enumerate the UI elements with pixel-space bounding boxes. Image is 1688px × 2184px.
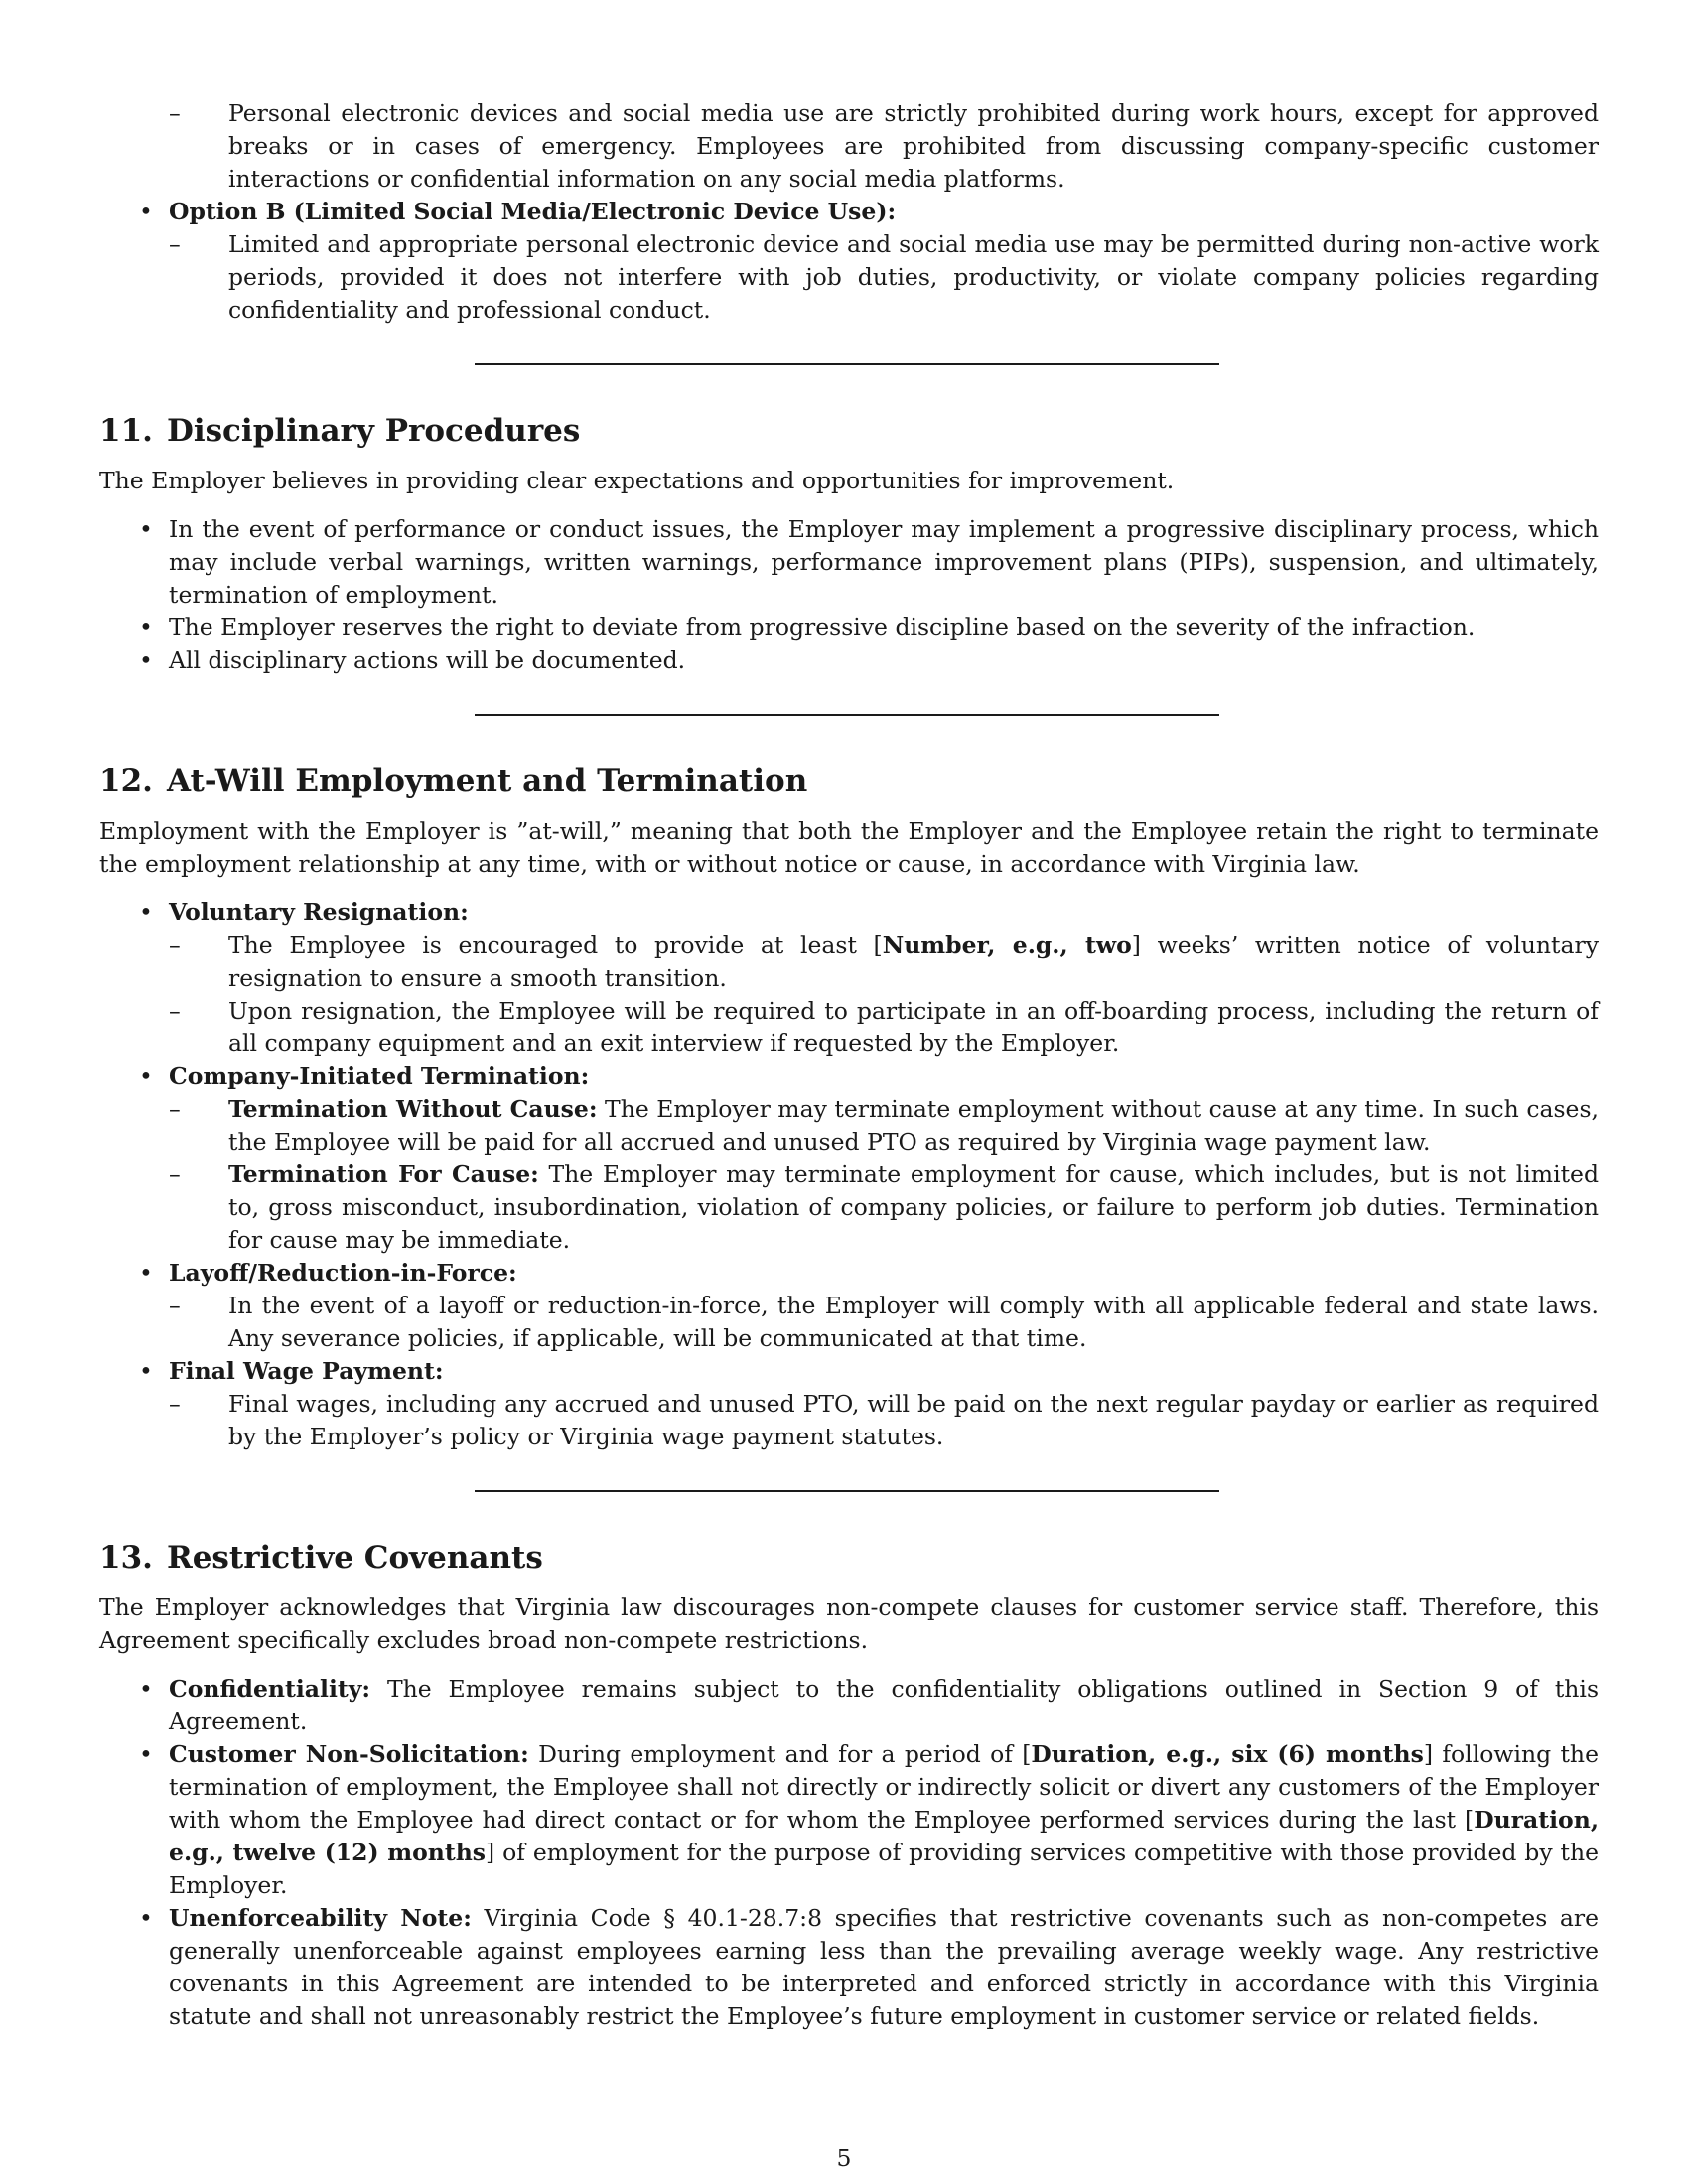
bullet-icon: • <box>139 1740 153 1768</box>
item-title: Voluntary Resignation: <box>169 898 469 926</box>
section-intro: The Employer acknowledges that Virginia law discourages non-compete clauses for customer service staff. Therefore, this Agreement specifically excludes broad non-compete restrictions. <box>99 1593 1599 1654</box>
list-item <box>99 1257 1599 1355</box>
text-run: The Employee is encouraged to provide at least [ <box>228 931 883 959</box>
item-text: The Employee remains subject to the confidentiality obligations outlined in Section 9 of this Agreement. <box>169 1675 1599 1735</box>
section-11-list <box>99 513 1599 677</box>
section-13-list <box>99 1673 1599 2033</box>
bullet-icon: • <box>139 1675 153 1703</box>
dash-icon: – <box>169 99 181 127</box>
list-item <box>99 1738 1599 1902</box>
item-text: Final wages, including any accrued and unused PTO, will be paid on the next regular payday or earlier as required by the Employer’s policy or Virginia wage payment statutes. <box>228 1390 1599 1450</box>
list-item <box>99 513 1599 612</box>
top-list <box>99 97 1599 327</box>
bullet-icon: • <box>139 515 153 543</box>
bullet-icon: • <box>139 646 153 674</box>
bullet-icon: • <box>139 1062 153 1090</box>
bullet-icon: • <box>139 614 153 641</box>
placeholder-text: Duration, e.g., twelve (12) months <box>169 1806 1599 1866</box>
item-label: Termination Without Cause: <box>228 1095 598 1123</box>
list-item <box>99 97 1599 196</box>
sub-list <box>169 1290 1599 1355</box>
bullet-icon: • <box>139 898 153 926</box>
item-text: Limited and appropriate personal electronic device and social media use may be permitted during non-active work periods, provided it does not interfere with job duties, productivity, or violate company policies regarding confidentiality and professional conduct. <box>228 230 1599 324</box>
list-item <box>99 612 1599 644</box>
dash-icon: – <box>169 230 181 258</box>
list-item <box>169 929 1599 995</box>
section-title: Restrictive Covenants <box>166 1540 543 1575</box>
item-label: Termination For Cause: <box>228 1160 539 1188</box>
dash-icon: – <box>169 997 181 1024</box>
list-item <box>169 1290 1599 1355</box>
item-text: The Employer may terminate employment without cause at any time. In such cases, the Employee will be paid for all accrued and unused PTO as required by Virginia wage payment law. <box>228 1095 1599 1156</box>
placeholder-text: Duration, e.g., six (6) months <box>1031 1740 1424 1768</box>
item-text: All disciplinary actions will be documented. <box>169 646 686 674</box>
bullet-icon: • <box>139 1259 153 1287</box>
item-label: Confidentiality: <box>169 1675 371 1703</box>
sub-list <box>169 97 1599 196</box>
list-item <box>99 196 1599 327</box>
item-text: The Employer may terminate employment for cause, which includes, but is not limited to, gross misconduct, insubordination, violation of company policies, or failure to perform job duties. Termination for cause may be immediate. <box>228 1160 1600 1254</box>
list-item <box>99 1355 1599 1453</box>
item-title: Company-Initiated Termination: <box>169 1062 590 1090</box>
section-divider <box>475 714 1219 716</box>
list-item <box>99 1673 1599 1738</box>
dash-icon: – <box>169 1095 181 1123</box>
placeholder-text: Number, e.g., two <box>882 931 1132 959</box>
list-item <box>169 1093 1599 1159</box>
item-title: Option B (Limited Social Media/Electronic Device Use): <box>169 198 897 225</box>
section-intro: The Employer believes in providing clear expectations and opportunities for improvement. <box>99 467 1175 494</box>
list-item <box>99 1902 1599 2033</box>
text-run: ] following the termination of employment, the Employee shall not directly or indirectly solicit or divert any customers of the Employer with whom the Employee had direct contact or for whom the Employee performed services during the last [ <box>169 1740 1599 1834</box>
list-item <box>169 97 1599 196</box>
section-number: 13. <box>99 1540 153 1575</box>
section-title: Disciplinary Procedures <box>166 413 581 449</box>
list-item <box>169 1388 1599 1453</box>
bullet-icon: • <box>139 198 153 225</box>
section-heading-13 <box>99 1538 1599 1577</box>
page-content <box>99 97 1599 2033</box>
item-text: Virginia Code § 40.1-28.7:8 specifies that restrictive covenants such as non-competes are generally unenforceable against employees earning less than the prevailing average weekly wage. Any restrictive covenants in this Agreement are intended to be interpreted and enforced strictly in accordance with this Virginia statute and shall not unreasonably restrict the Employee’s future employment in customer service or related fields. <box>169 1904 1599 2030</box>
section-intro: Employment with the Employer is ”at-will,” meaning that both the Employer and the Employee retain the right to terminate the employment relationship at any time, with or without notice or cause, in accordance with Virginia law. <box>99 817 1599 878</box>
section-heading-11 <box>99 411 1599 451</box>
section-divider <box>475 1490 1219 1492</box>
sub-list <box>169 929 1599 1060</box>
dash-icon: – <box>169 1292 181 1319</box>
section-heading-12 <box>99 761 1599 801</box>
list-item <box>99 1060 1599 1257</box>
list-item <box>169 995 1599 1060</box>
section-divider <box>475 363 1219 365</box>
sub-list <box>169 1388 1599 1453</box>
text-run: ] weeks’ written notice of voluntary resignation to ensure a smooth transition. <box>228 931 1599 992</box>
bullet-icon: • <box>139 1357 153 1385</box>
dash-icon: – <box>169 931 181 959</box>
dash-icon: – <box>169 1390 181 1418</box>
section-number: 12. <box>99 763 153 799</box>
text-run: ] of employment for the purpose of providing services competitive with those provided by the Employer. <box>169 1839 1599 1899</box>
item-title: Layoff/Reduction-in-Force: <box>169 1259 517 1287</box>
sub-list <box>169 1093 1599 1257</box>
sub-list <box>169 228 1599 327</box>
item-label: Customer Non-Solicitation: <box>169 1740 529 1768</box>
item-text: Personal electronic devices and social media use are strictly prohibited during work hours, except for approved breaks or in cases of emergency. Employees are prohibited from discussing company-specific customer interactions or confidential information on any social media platforms. <box>228 99 1599 193</box>
text-run: During employment and for a period of [ <box>528 1740 1032 1768</box>
dash-icon: – <box>169 1160 181 1188</box>
item-text: The Employer reserves the right to deviate from progressive discipline based on the severity of the infraction. <box>169 614 1476 641</box>
item-text: In the event of a layoff or reduction-in-force, the Employer will comply with all applicable federal and state laws. Any severance policies, if applicable, will be communicated at that time. <box>228 1292 1599 1352</box>
item-label: Unenforceability Note: <box>169 1904 472 1932</box>
item-text: Upon resignation, the Employee will be required to participate in an off-boarding process, including the return of all company equipment and an exit interview if requested by the Employer. <box>228 997 1599 1057</box>
bullet-icon: • <box>139 1904 153 1932</box>
item-title: Final Wage Payment: <box>169 1357 444 1385</box>
section-12-list <box>99 896 1599 1453</box>
item-text: In the event of performance or conduct issues, the Employer may implement a progressive disciplinary process, which may include verbal warnings, written warnings, performance improvement plans (PIPs), suspension, and ultimately, termination of employment. <box>169 515 1599 609</box>
page-number: 5 <box>836 2144 852 2172</box>
list-item <box>99 644 1599 677</box>
list-item <box>169 1159 1599 1257</box>
section-number: 11. <box>99 413 153 449</box>
section-title: At-Will Employment and Termination <box>166 763 808 799</box>
list-item <box>169 228 1599 327</box>
list-item <box>99 896 1599 1060</box>
